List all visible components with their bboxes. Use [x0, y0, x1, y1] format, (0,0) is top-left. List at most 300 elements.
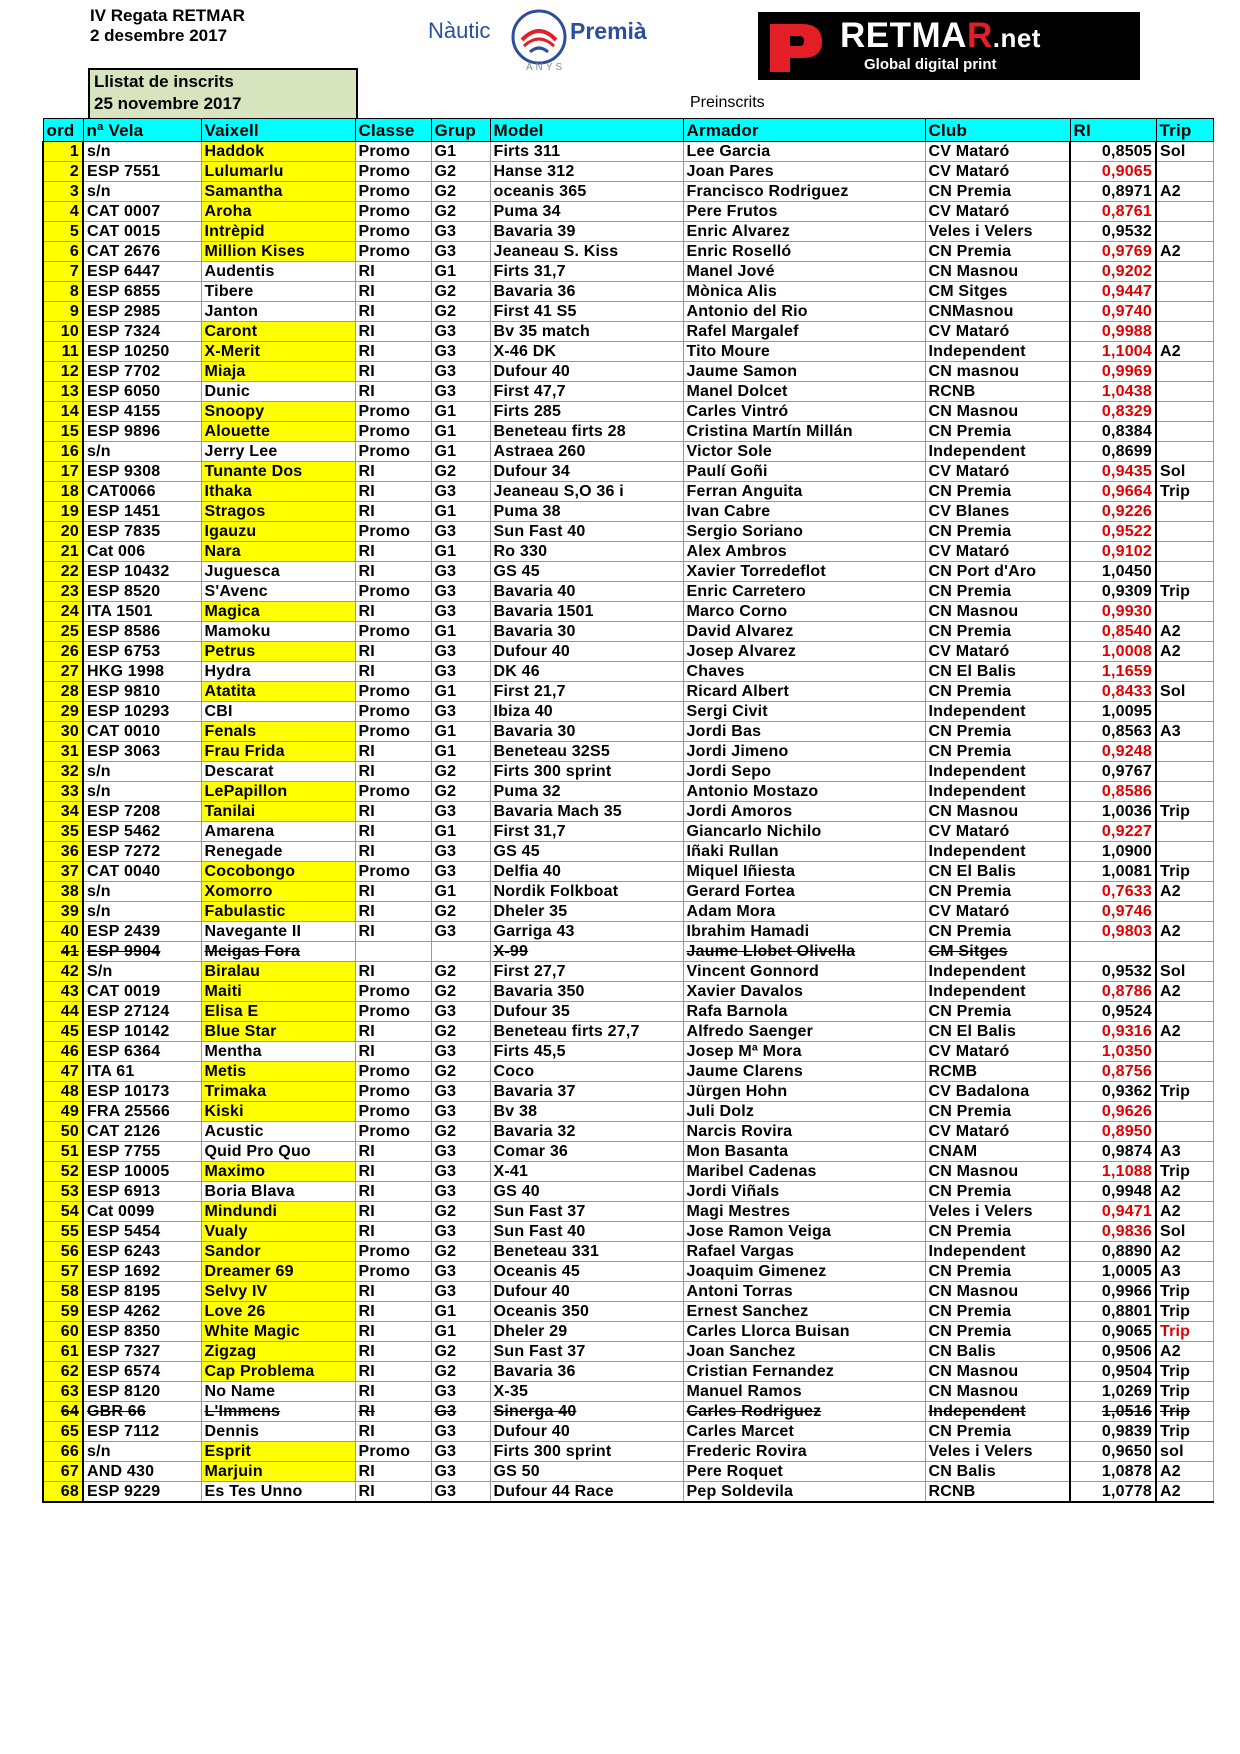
table-row	[43, 202, 1213, 222]
table-row	[43, 162, 1213, 182]
cell-ri: 0,9065	[1070, 162, 1156, 182]
cell-ord: 38	[43, 882, 83, 902]
cell-armador: Giancarlo Nichilo	[683, 822, 925, 842]
column-header-armador: Armador	[683, 119, 925, 142]
cell-trip	[1156, 562, 1213, 582]
cell-ri: 1,0878	[1070, 1462, 1156, 1482]
table-row	[43, 1202, 1213, 1222]
cell-trip: Trip	[1156, 482, 1213, 502]
cell-vaixell: Intrèpid	[201, 222, 355, 242]
cell-armador: Jürgen Hohn	[683, 1082, 925, 1102]
cell-armador: Tito Moure	[683, 342, 925, 362]
table-row	[43, 1162, 1213, 1182]
cell-vaixell: Renegade	[201, 842, 355, 862]
cell-vaixell: Acustic	[201, 1122, 355, 1142]
cell-club: CN Masnou	[925, 1162, 1070, 1182]
table-row	[43, 1422, 1213, 1442]
cell-club: CN Premia	[925, 1222, 1070, 1242]
cell-vela: Cat 006	[83, 542, 201, 562]
cell-model: Bavaria 30	[490, 722, 683, 742]
cell-trip	[1156, 502, 1213, 522]
cell-vela: ESP 4155	[83, 402, 201, 422]
cell-club: Independent	[925, 342, 1070, 362]
cell-ord: 65	[43, 1422, 83, 1442]
cell-club: CN Premia	[925, 1262, 1070, 1282]
cell-vaixell: Trimaka	[201, 1082, 355, 1102]
cell-armador: Manuel Ramos	[683, 1382, 925, 1402]
cell-classe: Promo	[355, 1002, 431, 1022]
cell-model: Dufour 40	[490, 1422, 683, 1442]
cell-classe: Promo	[355, 1102, 431, 1122]
table-row	[43, 482, 1213, 502]
cell-model: Beneteau 32S5	[490, 742, 683, 762]
table-row	[43, 1062, 1213, 1082]
cell-classe: RI	[355, 1222, 431, 1242]
cell-classe: RI	[355, 362, 431, 382]
cell-ri: 0,8950	[1070, 1122, 1156, 1142]
cell-club: CN Premia	[925, 1422, 1070, 1442]
table-row	[43, 882, 1213, 902]
cell-club: CN Premia	[925, 582, 1070, 602]
column-header-model: Model	[490, 119, 683, 142]
cell-club: CN Masnou	[925, 262, 1070, 282]
cell-armador: Narcis Rovira	[683, 1122, 925, 1142]
cell-trip	[1156, 1042, 1213, 1062]
cell-vela: ITA 1501	[83, 602, 201, 622]
cell-vaixell: Igauzu	[201, 522, 355, 542]
table-row	[43, 1442, 1213, 1462]
cell-classe: RI	[355, 1342, 431, 1362]
table-row	[43, 922, 1213, 942]
cell-ord: 50	[43, 1122, 83, 1142]
cell-ri: 0,8563	[1070, 722, 1156, 742]
cell-classe: RI	[355, 1362, 431, 1382]
cell-club: CN Premia	[925, 742, 1070, 762]
cell-vela: ESP 27124	[83, 1002, 201, 1022]
table-row	[43, 422, 1213, 442]
cell-ord: 37	[43, 862, 83, 882]
table-row	[43, 542, 1213, 562]
cell-ord: 25	[43, 622, 83, 642]
cell-trip	[1156, 742, 1213, 762]
cell-club: CN Balis	[925, 1342, 1070, 1362]
cell-grup: G1	[431, 622, 490, 642]
cell-armador: Jordi Bas	[683, 722, 925, 742]
regatta-title	[90, 6, 245, 46]
cell-trip: A2	[1156, 1242, 1213, 1262]
cell-armador: Carles Llorca Buisan	[683, 1322, 925, 1342]
cell-armador: Victor Sole	[683, 442, 925, 462]
cell-ri: 0,9948	[1070, 1182, 1156, 1202]
cell-armador: Marco Corno	[683, 602, 925, 622]
cell-ri: 0,9316	[1070, 1022, 1156, 1042]
table-row	[43, 842, 1213, 862]
table-row	[43, 602, 1213, 622]
cell-grup: G2	[431, 1122, 490, 1142]
table-row	[43, 1302, 1213, 1322]
cell-club: Independent	[925, 782, 1070, 802]
table-row	[43, 762, 1213, 782]
cell-vela: ESP 6855	[83, 282, 201, 302]
cell-armador: Juli Dolz	[683, 1102, 925, 1122]
cell-ri: 1,0516	[1070, 1402, 1156, 1422]
cell-club: CV Mataró	[925, 142, 1070, 162]
cell-model: First 31,7	[490, 822, 683, 842]
cell-vela: ESP 6364	[83, 1042, 201, 1062]
cell-classe: RI	[355, 882, 431, 902]
cell-club: RCMB	[925, 1062, 1070, 1082]
cell-vela: ESP 7324	[83, 322, 201, 342]
cell-club: CN Premia	[925, 722, 1070, 742]
cell-trip	[1156, 762, 1213, 782]
cell-vela: ESP 6447	[83, 262, 201, 282]
cell-vela: s/n	[83, 142, 201, 162]
cell-vaixell: No Name	[201, 1382, 355, 1402]
cell-vela: CAT 0015	[83, 222, 201, 242]
cell-classe: RI	[355, 342, 431, 362]
cell-classe: Promo	[355, 1122, 431, 1142]
cell-grup: G3	[431, 1042, 490, 1062]
cell-model: Firts 311	[490, 142, 683, 162]
cell-armador: Pere Roquet	[683, 1462, 925, 1482]
cell-model: Bavaria 39	[490, 222, 683, 242]
cell-club: CN masnou	[925, 362, 1070, 382]
cell-model: Firts 300 sprint	[490, 762, 683, 782]
cell-model: Bavaria 36	[490, 1362, 683, 1382]
cell-armador: Francisco Rodriguez	[683, 182, 925, 202]
cell-model: Bavaria 40	[490, 582, 683, 602]
cell-ri: 0,9447	[1070, 282, 1156, 302]
cell-trip: Trip	[1156, 1082, 1213, 1102]
cell-classe: RI	[355, 542, 431, 562]
nautic-logo-right-text: Premià	[570, 18, 647, 44]
cell-club: CV Badalona	[925, 1082, 1070, 1102]
cell-club: CV Mataró	[925, 542, 1070, 562]
cell-ri: 0,9839	[1070, 1422, 1156, 1442]
cell-grup: G3	[431, 1382, 490, 1402]
cell-ri: 0,9874	[1070, 1142, 1156, 1162]
cell-grup: G1	[431, 882, 490, 902]
cell-classe: Promo	[355, 182, 431, 202]
cell-grup: G2	[431, 1242, 490, 1262]
cell-ri: 1,0095	[1070, 702, 1156, 722]
cell-grup: G3	[431, 702, 490, 722]
preinscrits-label: Preinscrits	[690, 94, 765, 111]
cell-grup: G3	[431, 362, 490, 382]
table-row	[43, 182, 1213, 202]
table-row	[43, 1482, 1213, 1502]
cell-classe: Promo	[355, 142, 431, 162]
cell-armador: Ricard Albert	[683, 682, 925, 702]
cell-model: Bavaria 30	[490, 622, 683, 642]
cell-armador: Mon Basanta	[683, 1142, 925, 1162]
cell-ord: 11	[43, 342, 83, 362]
cell-vaixell: Lulumarlu	[201, 162, 355, 182]
cell-classe: Promo	[355, 722, 431, 742]
cell-vaixell: Zigzag	[201, 1342, 355, 1362]
cell-vela: ESP 7327	[83, 1342, 201, 1362]
cell-ord: 67	[43, 1462, 83, 1482]
cell-grup: G2	[431, 202, 490, 222]
cell-classe: RI	[355, 262, 431, 282]
cell-classe: Promo	[355, 1062, 431, 1082]
cell-ord: 32	[43, 762, 83, 782]
cell-vaixell: Metis	[201, 1062, 355, 1082]
cell-model: Bavaria 32	[490, 1122, 683, 1142]
cell-classe: Promo	[355, 422, 431, 442]
cell-trip	[1156, 822, 1213, 842]
cell-vaixell: Snoopy	[201, 402, 355, 422]
cell-model: Bavaria 37	[490, 1082, 683, 1102]
cell-club: Independent	[925, 842, 1070, 862]
cell-model: First 41 S5	[490, 302, 683, 322]
cell-ord: 52	[43, 1162, 83, 1182]
cell-vaixell: Haddok	[201, 142, 355, 162]
cell-model: Astraea 260	[490, 442, 683, 462]
cell-vela: ESP 7702	[83, 362, 201, 382]
cell-trip: A2	[1156, 1202, 1213, 1222]
cell-armador: Enric Alvarez	[683, 222, 925, 242]
cell-grup	[431, 942, 490, 962]
cell-trip: Trip	[1156, 1422, 1213, 1442]
cell-ord: 51	[43, 1142, 83, 1162]
cell-vela: ESP 7272	[83, 842, 201, 862]
cell-ri: 1,0900	[1070, 842, 1156, 862]
cell-model: Bavaria 350	[490, 982, 683, 1002]
cell-vela: CAT 0010	[83, 722, 201, 742]
cell-model: Bv 35 match	[490, 322, 683, 342]
cell-model: Sun Fast 37	[490, 1202, 683, 1222]
cell-ord: 27	[43, 662, 83, 682]
cell-club: Independent	[925, 702, 1070, 722]
retmar-main-text: RETMA	[840, 16, 967, 55]
cell-vaixell: Elisa E	[201, 1002, 355, 1022]
cell-ord: 15	[43, 422, 83, 442]
cell-vaixell: Samantha	[201, 182, 355, 202]
cell-vaixell: White Magic	[201, 1322, 355, 1342]
table-row	[43, 502, 1213, 522]
cell-vaixell: Million Kises	[201, 242, 355, 262]
cell-trip: Trip	[1156, 1382, 1213, 1402]
table-row	[43, 802, 1213, 822]
cell-classe: RI	[355, 1182, 431, 1202]
cell-vela: ESP 8586	[83, 622, 201, 642]
cell-armador: Antonio Mostazo	[683, 782, 925, 802]
cell-vela: AND 430	[83, 1462, 201, 1482]
cell-vaixell: Caront	[201, 322, 355, 342]
cell-ri: 0,9522	[1070, 522, 1156, 542]
cell-armador: Maribel Cadenas	[683, 1162, 925, 1182]
cell-vaixell: Ithaka	[201, 482, 355, 502]
cell-armador: Chaves	[683, 662, 925, 682]
cell-club: CN El Balis	[925, 662, 1070, 682]
cell-vela: ITA 61	[83, 1062, 201, 1082]
cell-vela: CAT 0040	[83, 862, 201, 882]
cell-club: CN Premia	[925, 242, 1070, 262]
cell-ri: 0,9988	[1070, 322, 1156, 342]
cell-armador: Gerard Fortea	[683, 882, 925, 902]
cell-trip: sol	[1156, 1442, 1213, 1462]
cell-vela: ESP 5454	[83, 1222, 201, 1242]
cell-club: CV Mataró	[925, 642, 1070, 662]
table-row	[43, 982, 1213, 1002]
cell-vaixell: Sandor	[201, 1242, 355, 1262]
cell-club: Independent	[925, 762, 1070, 782]
cell-ord: 16	[43, 442, 83, 462]
table-row	[43, 222, 1213, 242]
cell-club: CN Masnou	[925, 1282, 1070, 1302]
cell-classe: RI	[355, 1302, 431, 1322]
cell-trip	[1156, 702, 1213, 722]
cell-trip	[1156, 422, 1213, 442]
cell-trip: A2	[1156, 1482, 1213, 1502]
cell-model: Oceanis 45	[490, 1262, 683, 1282]
cell-vela: s/n	[83, 182, 201, 202]
cell-grup: G3	[431, 222, 490, 242]
cell-armador: Lee Garcia	[683, 142, 925, 162]
cell-vela: CAT 2126	[83, 1122, 201, 1142]
cell-vaixell: LePapillon	[201, 782, 355, 802]
cell-grup: G3	[431, 862, 490, 882]
table-row	[43, 1122, 1213, 1142]
table-row	[43, 1322, 1213, 1342]
cell-trip	[1156, 1062, 1213, 1082]
cell-armador: Jaume Samon	[683, 362, 925, 382]
cell-classe: Promo	[355, 682, 431, 702]
cell-trip	[1156, 1122, 1213, 1142]
cell-ord: 19	[43, 502, 83, 522]
cell-ri: 0,8890	[1070, 1242, 1156, 1262]
cell-classe: Promo	[355, 202, 431, 222]
cell-grup: G3	[431, 1462, 490, 1482]
cell-ri: 0,8786	[1070, 982, 1156, 1002]
column-header-club: Club	[925, 119, 1070, 142]
table-row	[43, 582, 1213, 602]
cell-trip	[1156, 202, 1213, 222]
cell-trip: A2	[1156, 622, 1213, 642]
cell-model: Beneteau firts 28	[490, 422, 683, 442]
table-row	[43, 522, 1213, 542]
cell-ri: 1,0450	[1070, 562, 1156, 582]
cell-vaixell: Mentha	[201, 1042, 355, 1062]
cell-ord: 20	[43, 522, 83, 542]
cell-trip: Trip	[1156, 1402, 1213, 1422]
cell-trip: A2	[1156, 1182, 1213, 1202]
table-row	[43, 702, 1213, 722]
cell-trip	[1156, 222, 1213, 242]
cell-vaixell: Descarat	[201, 762, 355, 782]
table-row	[43, 562, 1213, 582]
cell-vela: ESP 5462	[83, 822, 201, 842]
cell-vela: ESP 10293	[83, 702, 201, 722]
cell-ri: 0,9227	[1070, 822, 1156, 842]
cell-vela: ESP 1692	[83, 1262, 201, 1282]
cell-classe: Promo	[355, 1262, 431, 1282]
retmar-logo	[758, 12, 1140, 80]
cell-trip: Sol	[1156, 1222, 1213, 1242]
cell-classe: RI	[355, 762, 431, 782]
cell-classe: RI	[355, 1022, 431, 1042]
cell-armador: David Alvarez	[683, 622, 925, 642]
cell-ri: 1,1659	[1070, 662, 1156, 682]
cell-club: CV Mataró	[925, 162, 1070, 182]
cell-vaixell: Selvy IV	[201, 1282, 355, 1302]
cell-armador: Frederic Rovira	[683, 1442, 925, 1462]
cell-ri: 0,9362	[1070, 1082, 1156, 1102]
cell-model: First 47,7	[490, 382, 683, 402]
cell-classe: RI	[355, 1322, 431, 1342]
cell-ord: 58	[43, 1282, 83, 1302]
cell-vaixell: Jerry Lee	[201, 442, 355, 462]
cell-vela: ESP 7551	[83, 162, 201, 182]
cell-grup: G2	[431, 762, 490, 782]
cell-ord: 1	[43, 142, 83, 162]
cell-club: CN Premia	[925, 422, 1070, 442]
table-row	[43, 382, 1213, 402]
cell-armador: Vincent Gonnord	[683, 962, 925, 982]
cell-ord: 43	[43, 982, 83, 1002]
cell-model: Dufour 34	[490, 462, 683, 482]
cell-trip: Trip	[1156, 582, 1213, 602]
cell-ord: 66	[43, 1442, 83, 1462]
column-header-vela: nª Vela	[83, 119, 201, 142]
cell-ord: 21	[43, 542, 83, 562]
cell-trip: A2	[1156, 642, 1213, 662]
cell-armador: Jordi Jimeno	[683, 742, 925, 762]
cell-vela: CAT 0019	[83, 982, 201, 1002]
table-row	[43, 322, 1213, 342]
cell-armador: Rafa Barnola	[683, 1002, 925, 1022]
retmar-net-text: .net	[992, 23, 1041, 53]
cell-ri: 0,8801	[1070, 1302, 1156, 1322]
cell-armador: Ivan Cabre	[683, 502, 925, 522]
cell-trip	[1156, 542, 1213, 562]
cell-model: Dufour 40	[490, 642, 683, 662]
cell-model: X-46 DK	[490, 342, 683, 362]
cell-classe: Promo	[355, 1442, 431, 1462]
entries-table	[42, 118, 1214, 1503]
cell-vela: ESP 3063	[83, 742, 201, 762]
cell-club: CV Mataró	[925, 462, 1070, 482]
cell-vaixell: Atatita	[201, 682, 355, 702]
cell-club: CV Mataró	[925, 822, 1070, 842]
entries-body	[43, 142, 1213, 1502]
table-row	[43, 282, 1213, 302]
cell-ord: 12	[43, 362, 83, 382]
cell-ord: 26	[43, 642, 83, 662]
cell-model: Bavaria 36	[490, 282, 683, 302]
cell-vaixell: Tunante Dos	[201, 462, 355, 482]
cell-vaixell: Xomorro	[201, 882, 355, 902]
cell-club: CN Premia	[925, 522, 1070, 542]
cell-club: CN Masnou	[925, 1362, 1070, 1382]
cell-trip: A2	[1156, 182, 1213, 202]
cell-trip: A2	[1156, 922, 1213, 942]
cell-club: CN El Balis	[925, 1022, 1070, 1042]
cell-ord: 46	[43, 1042, 83, 1062]
column-header-grup: Grup	[431, 119, 490, 142]
cell-trip: Trip	[1156, 1362, 1213, 1382]
cell-ri: 0,9767	[1070, 762, 1156, 782]
cell-ord: 57	[43, 1262, 83, 1282]
cell-vaixell: Quid Pro Quo	[201, 1142, 355, 1162]
cell-vela: ESP 8520	[83, 582, 201, 602]
cell-grup: G1	[431, 542, 490, 562]
cell-classe: RI	[355, 462, 431, 482]
table-row	[43, 742, 1213, 762]
cell-classe: Promo	[355, 222, 431, 242]
cell-armador: Joaquim Gimenez	[683, 1262, 925, 1282]
